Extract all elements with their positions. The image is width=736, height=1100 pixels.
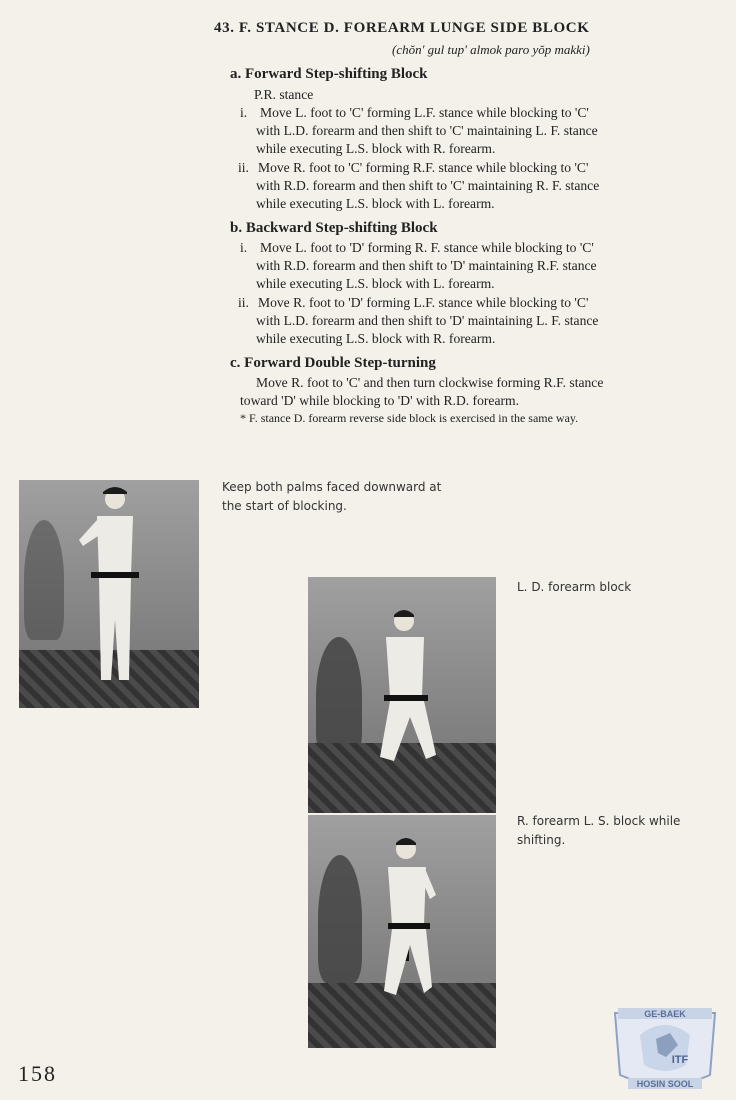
caption-photo-3: R. forearm L. S. block while shifting.: [517, 814, 681, 847]
roman-numeral: i.: [240, 240, 248, 255]
section-a-item-i-line1: i. Move L. foot to 'C' forming L.F. stance while blocking to 'C': [240, 104, 589, 123]
figure-person: [308, 577, 496, 813]
logo-mid-text: ITF: [671, 1054, 689, 1066]
section-a-heading: a. Forward Step-shifting Block: [230, 66, 428, 82]
section-a-item-ii-line2: with R.D. forearm and then shift to 'C' maintaining R. F. stance: [256, 178, 600, 193]
section-b-item-i-line2: with R.D. forearm and then shift to 'D' maintaining R.F. stance: [256, 258, 597, 273]
roman-numeral: i.: [240, 105, 248, 120]
section-a-item-i-line2: with L.D. forearm and then shift to 'C' maintaining L. F. stance: [256, 123, 598, 138]
section-c-line2: toward 'D' while blocking to 'D' with R.D. forearm.: [240, 393, 519, 408]
section-b-item-i-line1: i. Move L. foot to 'D' forming R. F. stance while blocking to 'C': [240, 239, 594, 258]
figure-person: [19, 480, 199, 708]
section-b-heading: b. Backward Step-shifting Block: [230, 220, 438, 236]
section-b-item-ii-line1: ii. Move R. foot to 'D' forming L.F. stance while blocking to 'C': [238, 294, 588, 313]
photo-ready-stance: [19, 480, 199, 708]
caption-photo-2: L. D. forearm block: [517, 580, 632, 594]
roman-numeral: ii.: [238, 295, 249, 310]
ge-baek-hosin-sool-logo: [600, 1005, 730, 1095]
section-a-item-i-line3: while executing L.S. block with R. forearm.: [256, 141, 496, 156]
section-a-item-ii-line3: while executing L.S. block with L. forearm.: [256, 196, 495, 211]
photo-ld-forearm-block: [308, 577, 496, 813]
section-b-item-ii-line3: while executing L.S. block with R. forearm.: [256, 331, 496, 346]
page-subtitle: (chŏn' gul tup' almok paro yŏp makki): [392, 42, 590, 57]
logo-top-text: GE-BAEK: [644, 1009, 686, 1019]
section-a-item-ii-line1: ii. Move R. foot to 'C' forming R.F. stance while blocking to 'C': [238, 159, 588, 178]
logo-emblem-icon: [600, 1005, 730, 1095]
footnote: * F. stance D. forearm reverse side block is exercised in the same way.: [240, 411, 579, 425]
page-title: 43. F. STANCE D. FOREARM LUNGE SIDE BLOCK: [214, 20, 590, 36]
section-b-item-i-line3: while executing L.S. block with L. forearm.: [256, 276, 495, 291]
section-a-intro: P.R. stance: [254, 87, 314, 102]
page-number: 158: [18, 1061, 57, 1086]
photo-forearm-side-block: [308, 815, 496, 1048]
logo-bottom-text: HOSIN SOOL: [636, 1079, 694, 1089]
caption-photo-1: Keep both palms faced downward at the start of blocking.: [222, 480, 442, 513]
section-c-line1: Move R. foot to 'C' and then turn clockwise forming R.F. stance: [256, 375, 604, 390]
figure-person: [308, 815, 496, 1048]
roman-numeral: ii.: [238, 160, 249, 175]
section-b-item-ii-line2: with L.D. forearm and then shift to 'D' maintaining L. F. stance: [256, 313, 599, 328]
section-c-heading: c. Forward Double Step-turning: [230, 355, 436, 371]
